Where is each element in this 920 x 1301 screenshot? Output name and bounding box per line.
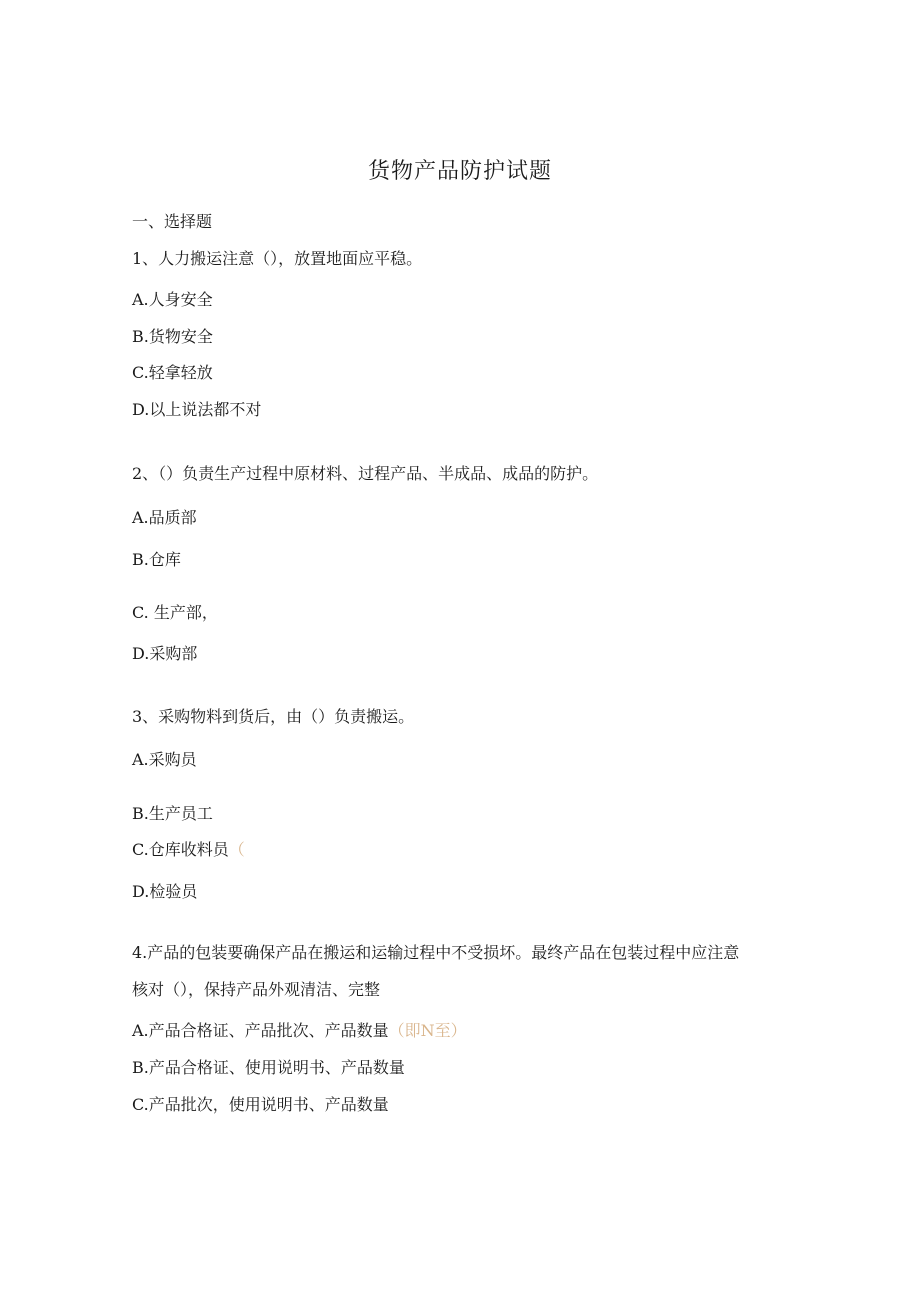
question-3-option-b: B.生产员工 <box>132 804 213 823</box>
question-3-option-a: A.采购员 <box>132 750 197 769</box>
question-1-option-a: A.人身安全 <box>132 290 213 309</box>
question-1-option-d: D.以上说法都不对 <box>132 400 262 419</box>
question-4-option-b: B.产品合格证、使用说明书、产品数量 <box>132 1058 405 1077</box>
question-4-option-c: C.产品批次，使用说明书、产品数量 <box>132 1095 389 1114</box>
question-3-stem: 3、采购物料到货后，由（）负责搬运。 <box>132 707 415 726</box>
faint-mark: （ <box>228 840 245 859</box>
question-1-option-b: B.货物安全 <box>132 327 213 346</box>
question-2-option-a: A.品质部 <box>132 508 197 527</box>
question-1-option-c: C.轻拿轻放 <box>132 363 213 382</box>
question-2-option-c: C. 生产部， <box>132 603 218 622</box>
question-4-stem-line-2: 核对（），保持产品外观清洁、完整 <box>132 980 381 999</box>
question-4-stem-line-1: 4.产品的包装要确保产品在搬运和运输过程中不受损坏。最终产品在包装过程中应注意 <box>132 943 740 962</box>
question-2-option-d: D.采购部 <box>132 644 198 663</box>
section-heading: 一、选择题 <box>132 212 213 231</box>
question-2-option-b: B.仓库 <box>132 550 181 569</box>
question-3-option-c-row <box>132 839 245 861</box>
question-4-option-a-row <box>132 1020 467 1042</box>
question-1-stem: 1、人力搬运注意（），放置地面应平稳。 <box>132 249 423 268</box>
question-3-option-d: D.检验员 <box>132 882 198 901</box>
page-title: 货物产品防护试题 <box>367 159 552 184</box>
question-4-option-a: A.产品合格证、产品批次、产品数量 <box>132 1021 389 1040</box>
question-3-option-c: C.仓库收料员 <box>132 840 229 859</box>
faint-mark: （即N至） <box>388 1021 467 1040</box>
question-2-stem: 2、（）负责生产过程中原材料、过程产品、半成品、成品的防护。 <box>132 464 599 483</box>
